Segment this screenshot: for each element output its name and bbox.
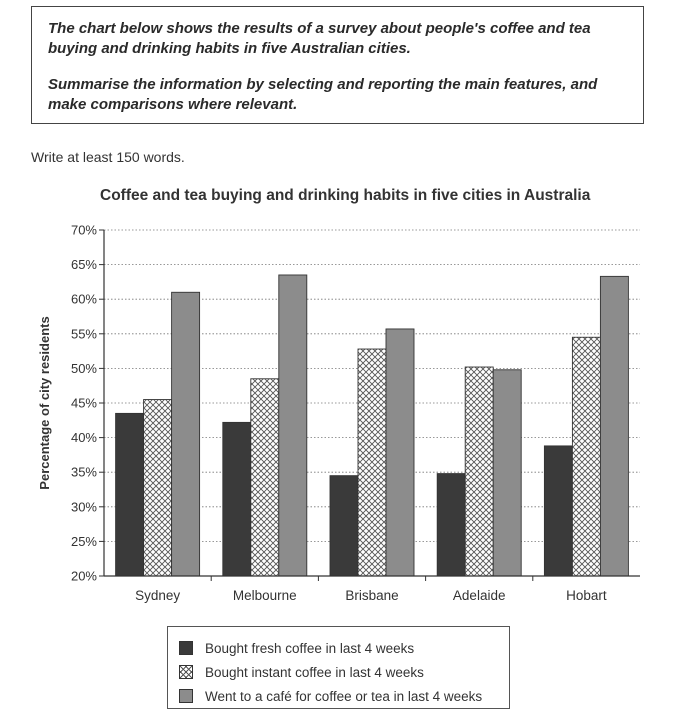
x-tick-label: Hobart <box>566 588 607 603</box>
bar-brisbane-series-2 <box>386 329 414 576</box>
x-tick-label: Adelaide <box>452 588 506 603</box>
bar-melbourne-series-2 <box>279 275 307 576</box>
bar-hobart-series-1 <box>572 337 600 576</box>
bar-adelaide-series-2 <box>493 370 521 576</box>
x-tick-label: Brisbane <box>345 588 399 603</box>
bar-hobart-series-2 <box>600 276 628 576</box>
task-instruction-text: Summarise the information by selecting and reporting the main features, and make comparisons where relevant. <box>48 76 598 113</box>
y-tick-label: 25% <box>70 533 97 549</box>
y-axis-label: Percentage of city residents <box>37 316 52 490</box>
legend-label-fresh-coffee: Bought fresh coffee in last 4 weeks <box>205 640 415 656</box>
chart-legend <box>167 626 510 709</box>
y-tick-label: 50% <box>70 360 97 376</box>
bar-melbourne-series-1 <box>251 379 279 576</box>
bar-brisbane-series-1 <box>358 349 386 576</box>
legend-swatch-cafe <box>179 689 193 703</box>
x-tick-label: Melbourne <box>232 588 297 603</box>
x-tick-label: Sydney <box>135 588 181 603</box>
bar-hobart-series-0 <box>544 446 572 576</box>
legend-swatch-fresh-coffee <box>179 641 193 655</box>
y-tick-label: 35% <box>70 464 97 480</box>
bar-adelaide-series-1 <box>465 367 493 576</box>
bar-adelaide-series-0 <box>437 474 465 576</box>
legend-label-cafe: Went to a café for coffee or tea in last 4 weeks <box>205 688 483 704</box>
y-tick-label: 20% <box>70 568 97 584</box>
y-tick-label: 70% <box>70 222 97 238</box>
bar-melbourne-series-0 <box>223 422 251 576</box>
legend-swatch-instant-coffee <box>179 665 193 679</box>
y-tick-label: 45% <box>70 395 97 411</box>
bar-brisbane-series-0 <box>330 476 358 576</box>
chart-title: Coffee and tea buying and drinking habits in five cities in Australia <box>100 187 591 204</box>
y-tick-label: 60% <box>70 291 97 307</box>
y-tick-label: 65% <box>70 257 97 273</box>
legend-item-fresh-coffee <box>179 636 509 660</box>
task-prompt-text: The chart below shows the results of a survey about people's coffee and tea buying and drinking habits in five Australian cities. <box>48 20 591 57</box>
y-tick-label: 30% <box>70 499 97 515</box>
bar-sydney-series-0 <box>116 413 144 576</box>
legend-item-cafe <box>179 684 509 708</box>
legend-item-instant-coffee <box>179 660 509 684</box>
y-tick-label: 55% <box>70 326 97 342</box>
legend-label-instant-coffee: Bought instant coffee in last 4 weeks <box>205 664 424 680</box>
bar-sydney-series-1 <box>144 400 172 576</box>
word-count-note: Write at least 150 words. <box>31 149 185 165</box>
y-tick-label: 40% <box>70 430 97 446</box>
bar-sydney-series-2 <box>172 292 200 576</box>
